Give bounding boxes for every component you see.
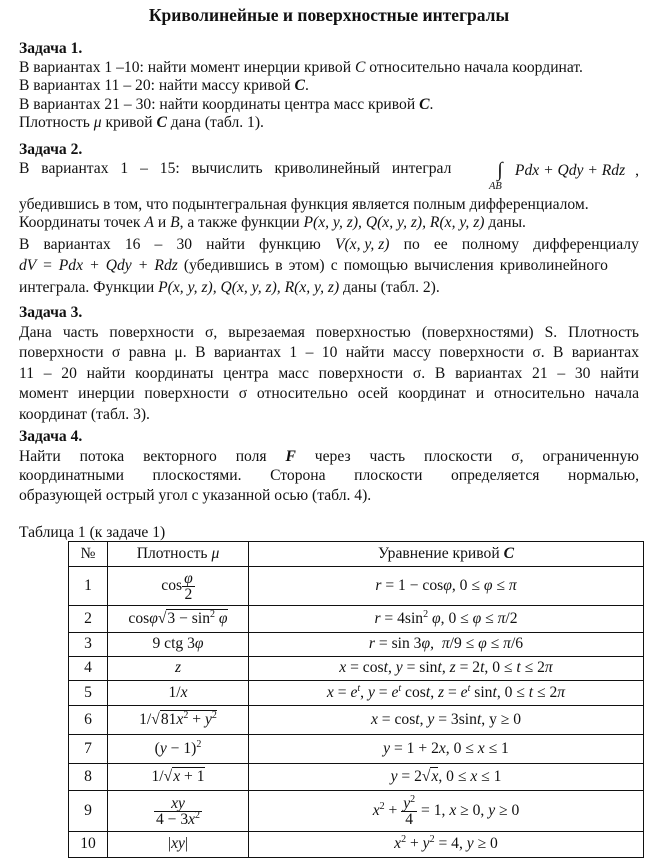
task-2-header: Задача 2. [19,141,83,158]
curve-cell: r = sin 3φ, π/9 ≤ φ ≤ π/6 [249,633,644,657]
table-row [69,791,644,832]
curve-cell: x = cost, y = 3sint, y ≥ 0 [249,706,644,735]
density-cell: $\cos\varphi√3 - \sin^2 \varphi$ [108,606,249,633]
curve-cell: r = 1 − cosφ, 0 ≤ φ ≤ π [249,567,644,606]
integral-sign [489,158,511,192]
row-number: 6 [69,706,108,735]
text: и [153,214,171,232]
task-2 [19,141,639,298]
task-3-line: момент инерции поверхности σ относительно осей координат и относительно начала [19,385,639,403]
task-4-line: координатными плоскостями. Сторона плоскости определяется нормалью, [19,467,639,485]
integrand: Pdx + Qdy + Rdz [514,161,626,179]
task-2-line [19,279,639,298]
table-row [69,606,644,633]
text: В вариантах 21 – 30: найти координаты центра масс кривой [19,95,420,113]
text: Координаты точек [19,214,145,232]
task-2-line [19,257,639,276]
text: интеграла. Функции [19,278,159,296]
table-row [69,657,644,681]
integral-glyph: ∫ [497,158,503,181]
table-row [69,706,644,735]
curve-cell: y = 1 + 2x, 0 ≤ x ≤ 1 [249,735,644,764]
task-1 [19,40,639,133]
table-1-caption: Таблица 1 (к задаче 1) [19,524,166,541]
column-header-density: Плотность μ [108,542,249,567]
task-1-line [19,114,639,133]
text: даны. [484,214,526,232]
curve-symbol: C [354,58,366,76]
density-cell: $(y - 1)^2$ [108,735,249,764]
field-symbol: F [285,447,296,465]
table-row [69,764,644,791]
task-4-line: образующей острый угол с указанной осью (табл. 4). [19,486,372,504]
text: (убедившись в этом) с помощью вычисления криволинейного [177,257,608,275]
table-row [69,567,644,606]
text: , а также функции [179,214,304,232]
density-cell: 1/√x + 1 [108,764,249,791]
curve-cell: $x^2$ + $\frac{y^2}{4}$ = 1, x ≥ 0, y ≥ 0 [249,791,644,832]
task-2-line [19,160,639,196]
task-1-line [19,96,639,115]
function-v: V(x, y, z) [334,235,390,253]
density-symbol: μ [93,114,102,132]
curve-cell: y = 2√x, 0 ≤ x ≤ 1 [249,764,644,791]
density-cell: $\frac{xy}{4 - 3x^2}$ [108,791,249,832]
density-cell: cos $\frac{\varphi}{2}$ [108,567,249,606]
task-3-line: поверхности σ равна μ. В вариантах 1 – 10 найти массу поверхности σ. В вариантах [19,344,639,362]
integral-subscript: AB [489,180,502,192]
point-b: B [170,214,180,232]
curve-cell: $r = 4\sin^2$ φ, 0 ≤ φ ≤ π/2 [249,606,644,633]
density-cell: |xy| [108,832,249,858]
curve-symbol: C [294,77,305,95]
row-number: 3 [69,633,108,657]
curve-cell: $x^2 + y^2 = 4$, y ≥ 0 [249,832,644,858]
task-4-header: Задача 4. [19,428,83,445]
row-number: 7 [69,735,108,764]
density-cell: 9 ctg 3φ [108,633,249,657]
task-3-line: 11 – 20 найти координаты центра масс поверхности σ. В вариантах 21 – 30 найти [19,364,639,382]
table-header-row [69,542,644,567]
task-3-line: координат (табл. 3). [19,405,150,423]
table-row [69,832,644,858]
row-number: 2 [69,606,108,633]
task-1-header: Задача 1. [19,40,83,57]
functions-pqr: P(x, y, z), Q(x, y, z), R(x, y, z) [158,278,340,296]
text: В вариантах 11 – 20: найти массу кривой [19,77,295,95]
density-cell: $1/√81x^2 + y^2$ [108,706,249,735]
row-number: 1 [69,567,108,606]
curve-symbol: C [156,114,167,132]
column-header-curve: Уравнение кривой C [249,542,644,567]
text: В вариантах 1 – 15: вычислить криволинейный интеграл [19,159,452,177]
task-3 [19,304,639,425]
task-2-line: В вариантах 16 – 30 найти функцию V(x, y, z) по ее полному дифференциалу [19,235,639,253]
density-cell: 1/x [108,681,249,706]
density-cell: z [108,657,249,681]
text: относительно начала координат. [365,58,583,76]
task-3-line: Дана часть поверхности σ, вырезаемая поверхностью (поверхностями) S. Плотность [19,323,639,341]
table-row [69,633,644,657]
curve-symbol: C [419,95,430,113]
text: Плотность [19,114,94,132]
text: . [429,95,434,113]
text: даны (табл. 2). [339,278,440,296]
text: . [304,77,309,95]
text: , [635,161,639,179]
curve-cell: $x = e^t$, $y = e^t$ cost, $z = e^t$ sint, 0 ≤ t ≤ 2π [249,681,644,706]
task-3-header: Задача 3. [19,304,83,321]
integral-expression [489,160,639,196]
functions-pqr: P(x, y, z), Q(x, y, z), R(x, y, z) [303,214,485,232]
task-2-line [19,214,639,233]
row-number: 8 [69,764,108,791]
curve-cell: x = cost, y = sint, z = 2t, 0 ≤ t ≤ 2π [249,657,644,681]
table-1 [68,541,644,858]
column-header-number: № [69,542,108,567]
point-a: A [144,214,154,232]
table-row [69,681,644,706]
task-4 [19,428,639,505]
task-1-line [19,77,639,96]
row-number: 10 [69,832,108,858]
text: кривой [101,114,157,132]
row-number: 5 [69,681,108,706]
task-4-line: Найти потока векторного поля F через часть плоскости σ, ограниченную [19,447,639,465]
task-2-line: убедившись в том, что подынтегральная функция является полным дифференциалом. [19,195,589,213]
text: дана (табл. 1). [166,114,264,132]
table-row [69,735,644,764]
row-number: 9 [69,791,108,832]
differential-formula: dV = Pdx + Qdy + Rdz [19,257,178,275]
page-title: Криволинейные и поверхностные интегралы [148,5,510,25]
task-1-line [19,59,639,78]
row-number: 4 [69,657,108,681]
text: В вариантах 1 –10: найти момент инерции кривой [19,58,355,76]
